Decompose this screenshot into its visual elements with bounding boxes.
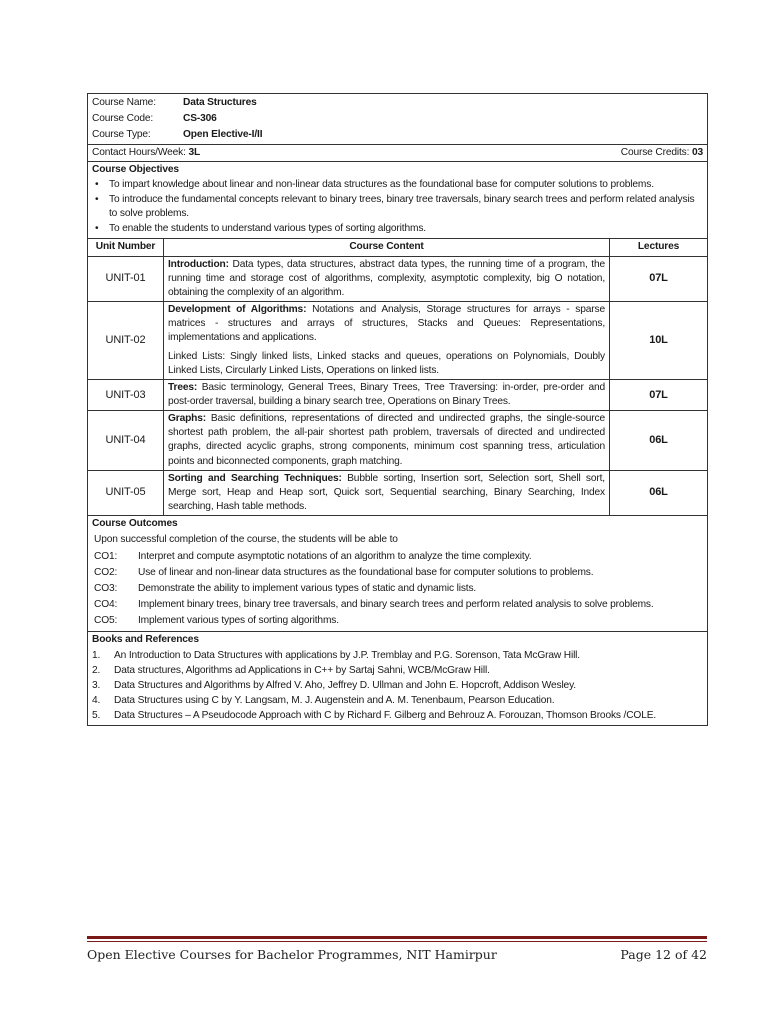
book-number: 2. bbox=[92, 664, 101, 676]
unit-lectures: 06L bbox=[610, 470, 708, 515]
unit-number: UNIT-05 bbox=[88, 470, 164, 515]
objectives-cell bbox=[88, 162, 708, 239]
unit-title: Sorting and Searching Techniques: bbox=[168, 472, 342, 484]
unit-title: Graphs: bbox=[168, 413, 207, 425]
outcome-text: Interpret and compute asymptotic notations of an algorithm to analyze the time complexity. bbox=[138, 551, 532, 563]
course-type-value: Open Elective-I/II bbox=[183, 128, 263, 140]
unit-text: Basic definitions, representations of directed and undirected graphs, the single-source shortest path problem, the all-pair shortest path problem, traversals of directed and undirected graphs, directed acyclic graphs, strong components, minimum cost spanning tress, articulation points and biconnected components, graph matching. bbox=[168, 413, 605, 467]
course-code-label: Course Code: bbox=[92, 112, 154, 124]
page-footer bbox=[87, 936, 707, 962]
unit-lectures: 07L bbox=[610, 380, 708, 411]
unit-content bbox=[164, 470, 610, 515]
outcomes-cell bbox=[88, 515, 708, 632]
contact-hours-value: 3L bbox=[188, 147, 201, 158]
unit-content bbox=[164, 256, 610, 301]
course-content-header: Course Content bbox=[164, 239, 610, 256]
unit-text: Data types, data structures, abstract data types, the running time of a program, the running time and storage cost of algorithms, complexity, asymptotic complexity, big O notation, obtaining the complexity of an algorithm. bbox=[168, 258, 605, 298]
course-code-value: CS-306 bbox=[183, 112, 217, 124]
unit-title: Introduction: bbox=[168, 258, 229, 270]
unit-extra-text: Linked Lists: Singly linked lists, Linked stacks and queues, operations on Polynomials, Doubly Linked Lists, Circularly Linked Lists, Operations on linked lists. bbox=[168, 351, 605, 377]
content-header-row bbox=[88, 239, 708, 256]
outcomes-intro: Upon successful completion of the course, the students will be able to bbox=[94, 533, 398, 545]
book-text: An Introduction to Data Structures with applications by J.P. Tremblay and P.G. Sorenson, Tata McGraw Hill. bbox=[114, 649, 580, 661]
outcome-code: CO4: bbox=[94, 599, 118, 611]
book-number: 4. bbox=[92, 694, 101, 706]
course-type-row bbox=[92, 127, 703, 143]
book-item bbox=[92, 664, 703, 678]
outcome-code: CO2: bbox=[94, 567, 118, 579]
books-heading: Books and References bbox=[92, 634, 199, 646]
unit-number: UNIT-01 bbox=[88, 256, 164, 301]
course-type-label: Course Type: bbox=[92, 128, 151, 140]
unit-number: UNIT-02 bbox=[88, 301, 164, 379]
unit-row bbox=[88, 256, 708, 301]
unit-title: Development of Algorithms: bbox=[168, 303, 307, 315]
outcome-item bbox=[92, 550, 703, 564]
course-info-cell bbox=[88, 94, 708, 145]
outcome-code: CO1: bbox=[94, 551, 118, 563]
unit-lectures: 10L bbox=[610, 301, 708, 379]
contact-hours bbox=[92, 146, 200, 160]
books-cell bbox=[88, 632, 708, 725]
outcome-item bbox=[92, 582, 703, 596]
objective-item: • To impart knowledge about linear and non-linear data structures as the foundational base for computer solutions to problems. bbox=[92, 178, 703, 192]
outcome-text: Implement binary trees, binary tree traversals, and binary search trees and perform related analysis to solve problems. bbox=[138, 599, 654, 611]
unit-row bbox=[88, 380, 708, 411]
outcome-text: Demonstrate the ability to implement various types of static and dynamic lists. bbox=[138, 583, 477, 595]
footer-title: Open Elective Courses for Bachelor Programmes, NIT Hamirpur bbox=[87, 947, 497, 962]
book-number: 1. bbox=[92, 649, 101, 661]
lectures-header: Lectures bbox=[610, 239, 708, 256]
course-name-row bbox=[92, 95, 703, 111]
unit-text: Basic terminology, General Trees, Binary Trees, Tree Traversing: in-order, pre-order and post-order traversal, building a binary search tree, Operations on Binary Trees. bbox=[168, 382, 605, 408]
outcome-item bbox=[92, 614, 703, 628]
unit-lectures: 06L bbox=[610, 411, 708, 470]
books-list bbox=[92, 649, 703, 723]
course-credits-label: Course Credits: bbox=[620, 147, 690, 158]
footer-rule-thick bbox=[87, 936, 707, 939]
course-credits-value: 03 bbox=[691, 147, 704, 158]
footer-rule-thin bbox=[87, 941, 707, 942]
outcome-text: Use of linear and non-linear data structures as the foundational base for computer solutions to problems. bbox=[138, 567, 594, 579]
book-text: Data structures, Algorithms ad Applications in C++ by Sartaj Sahni, WCB/McGraw Hill. bbox=[114, 664, 490, 676]
contact-hours-label: Contact Hours/Week: bbox=[92, 147, 186, 158]
unit-text: Bubble sorting, Insertion sort, Selection sort, Shell sort, Merge sort, Heap and Heap sort, Quick sort, Sequential searching, Binary Searching, Index searching, Hash table methods. bbox=[168, 472, 605, 512]
outcomes-heading: Course Outcomes bbox=[92, 517, 178, 529]
unit-lectures: 07L bbox=[610, 256, 708, 301]
syllabus-table bbox=[87, 93, 708, 726]
course-name-label: Course Name: bbox=[92, 96, 156, 108]
unit-number-header: Unit Number bbox=[88, 239, 164, 256]
book-text: Data Structures and Algorithms by Alfred V. Aho, Jeffrey D. Ullman and John E. Hopcroft, Addison Wesley. bbox=[114, 679, 576, 691]
unit-content bbox=[164, 411, 610, 470]
course-credits bbox=[621, 146, 703, 160]
book-number: 5. bbox=[92, 709, 101, 721]
outcome-code: CO3: bbox=[94, 583, 118, 595]
book-text: Data Structures – A Pseudocode Approach with C by Richard F. Gilberg and Behrouz A. Forouzan, Thomson Brooks /COLE. bbox=[114, 709, 657, 721]
objectives-heading: Course Objectives bbox=[92, 164, 179, 176]
unit-row bbox=[88, 411, 708, 470]
outcome-text: Implement various types of sorting algorithms. bbox=[138, 615, 339, 627]
unit-number: UNIT-03 bbox=[88, 380, 164, 411]
book-item bbox=[92, 694, 703, 708]
course-name-value: Data Structures bbox=[183, 96, 257, 108]
unit-title: Trees: bbox=[168, 382, 198, 394]
book-item bbox=[92, 709, 703, 723]
unit-text: Notations and Analysis, Storage structures for arrays - sparse matrices - structures and arrays of structures, Stacks and Queues: Representations, implementations and applications. bbox=[168, 303, 605, 343]
book-number: 3. bbox=[92, 679, 101, 691]
objectives-list bbox=[92, 178, 703, 236]
outcome-code: CO5: bbox=[94, 615, 118, 627]
objective-item: • To introduce the fundamental concepts relevant to binary trees, binary tree traversals, binary search trees and perform related analysis to solve problems. bbox=[92, 193, 703, 221]
objective-item: • To enable the students to understand various types of sorting algorithms. bbox=[92, 222, 703, 236]
unit-content bbox=[164, 380, 610, 411]
outcome-item bbox=[92, 598, 703, 612]
book-item bbox=[92, 649, 703, 663]
outcome-item bbox=[92, 566, 703, 580]
unit-row bbox=[88, 301, 708, 379]
book-text: Data Structures using C by Y. Langsam, M. J. Augenstein and A. M. Tenenbaum, Pearson Education. bbox=[114, 694, 555, 706]
page-number: Page 12 of 42 bbox=[620, 947, 707, 962]
contact-credits-cell bbox=[88, 145, 708, 162]
book-item bbox=[92, 679, 703, 693]
course-code-row bbox=[92, 111, 703, 127]
unit-number: UNIT-04 bbox=[88, 411, 164, 470]
unit-content bbox=[164, 301, 610, 379]
unit-row bbox=[88, 470, 708, 515]
